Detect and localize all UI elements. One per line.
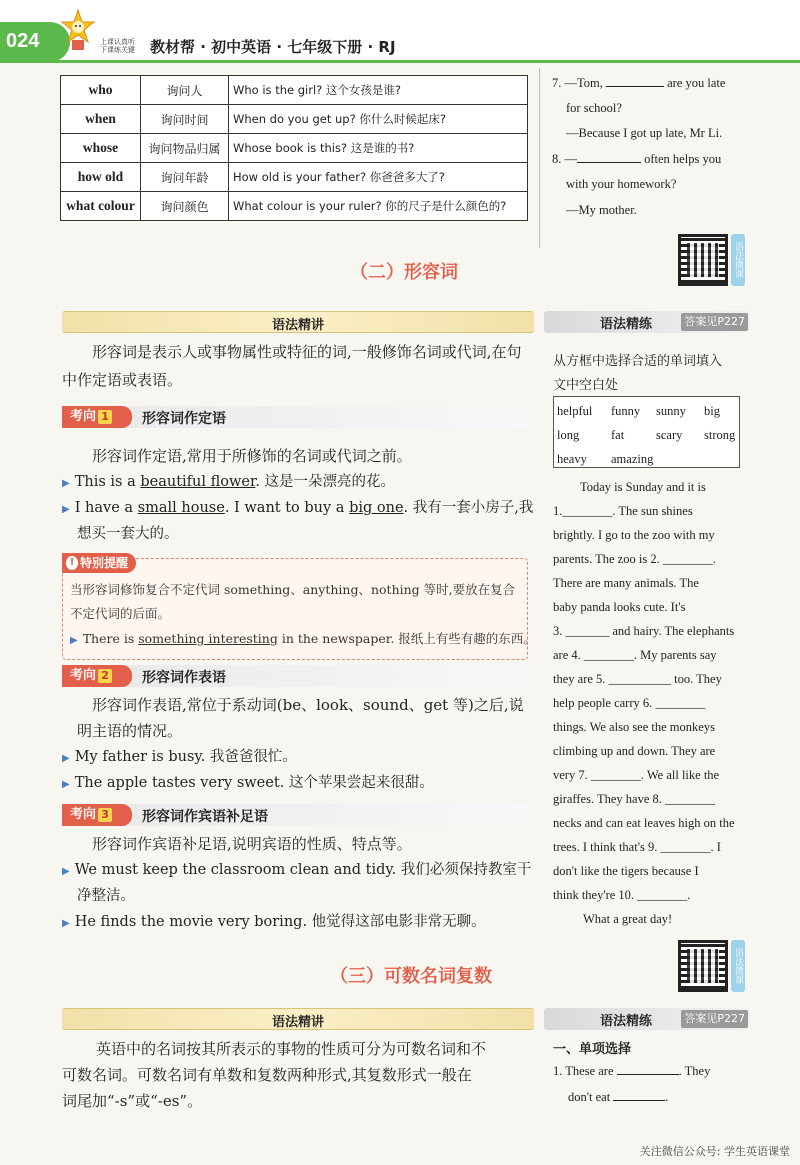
table-row: who 询问人 Who is the girl? 这个女孩是谁? — [61, 76, 528, 105]
book-title: 教材帮 · 初中英语 · 七年级下册 · RJ — [150, 38, 396, 56]
exercise-instruction-2: 文中空白处 — [553, 378, 619, 393]
tip-line-1: 当形容词修饰复合不定代词 something、anything、nothing 等时,要放在复合 — [70, 582, 516, 597]
grammar-explain-bar: 语法精讲 — [62, 1008, 534, 1030]
q7-line1: 7. —Tom, are you late — [552, 76, 726, 90]
q8-line2: with your homework? — [566, 177, 677, 191]
word-option: amazing — [611, 452, 654, 466]
tip-example: ▶ There is something interesting in the newspaper. 报纸上有些有趣的东西。 — [70, 631, 536, 646]
cloze-line: brightly. I go to the zoo with my — [553, 528, 715, 542]
kx2-desc-1: 形容词作表语,常位于系动词(be、look、sound、get 等)之后,说 — [92, 696, 524, 714]
q1-line2: don't eat . — [568, 1090, 669, 1104]
grammar-practice-bar: 语法精练 答案见P227 — [544, 311, 750, 333]
cloze-line: don't like the tigers because I — [553, 864, 699, 878]
qr-code-icon[interactable] — [678, 234, 728, 286]
page-number: 024 — [6, 30, 40, 52]
cloze-line: necks and can eat leaves high on the — [553, 816, 735, 830]
cloze-line: help people carry 6. ________ — [553, 696, 706, 710]
cloze-line: climbing up and down. They are — [553, 744, 716, 758]
cloze-line: 1.________. The sun shines — [553, 504, 693, 518]
cloze-line: giraffes. They have 8. ________ — [553, 792, 715, 806]
q8-answer: —My mother. — [566, 203, 637, 217]
cloze-line: 3. _______ and hairy. The elephants — [553, 624, 735, 638]
kx3-example-1: ▶ We must keep the classroom clean and tidy. 我们必须保持教室干 — [62, 862, 532, 878]
kaoxiang-2-header: 考向 2 形容词作表语 — [62, 665, 530, 687]
word-option: sunny — [656, 404, 686, 418]
word-option: long — [557, 428, 580, 442]
answer-ref: 答案见P227 — [681, 1010, 748, 1028]
cloze-line: What a great day! — [583, 912, 673, 926]
kx2-example-1: ▶ My father is busy. 我爸爸很忙。 — [62, 749, 297, 765]
qr-tag: 语法微课 — [731, 940, 745, 992]
mascot-icon — [60, 8, 96, 52]
footer-note: 关注微信公众号: 学生英语课堂 — [639, 1145, 790, 1158]
cloze-line: Today is Sunday and it is — [580, 480, 706, 494]
table-row: what colour 询问颜色 What colour is your ruler? 你的尺子是什么颜色的? — [61, 192, 528, 221]
tip-line-2: 不定代词的后面。 — [70, 606, 171, 621]
word-option: heavy — [557, 452, 587, 466]
table-row: whose 询问物品归属 Whose book is this? 这是谁的书? — [61, 134, 528, 163]
kaoxiang-3-header: 考向 3 形容词作宾语补足语 — [62, 804, 530, 826]
kx1-example-1: ▶ This is a beautiful flower. 这是一朵漂亮的花。 — [62, 474, 396, 490]
table-row: when 询问时间 When do you get up? 你什么时候起床? — [61, 105, 528, 134]
kx3-example-1-cont: 净整洁。 — [77, 888, 135, 904]
column-divider — [539, 68, 540, 248]
word-option: fat — [611, 428, 625, 442]
header-rule — [0, 60, 800, 63]
cloze-line: very 7. ________. We all like the — [553, 768, 720, 782]
kaoxiang-1-header: 考向 1 形容词作定语 — [62, 406, 530, 428]
cloze-line: they are 5. __________ too. They — [553, 672, 722, 686]
word-option: funny — [611, 404, 641, 418]
special-tip-label: 特别提醒 — [62, 553, 136, 573]
kx1-desc: 形容词作定语,常用于所修饰的名词或代词之前。 — [92, 447, 412, 465]
word-option: strong — [704, 428, 736, 442]
cloze-line: think they're 10. ________. — [553, 888, 691, 902]
kx3-example-2: ▶ He finds the movie very boring. 他觉得这部电影非常无聊。 — [62, 914, 486, 930]
exercise-instruction-1: 从方框中选择合适的单词填入 — [553, 354, 723, 369]
lightbulb-icon: ! — [66, 556, 78, 570]
qr-code-icon[interactable] — [678, 940, 728, 992]
table-row: how old 询问年龄 How old is your father? 你爸爸多大了? — [61, 163, 528, 192]
cloze-line: are 4. ________. My parents say — [553, 648, 717, 662]
kx2-example-2: ▶ The apple tastes very sweet. 这个苹果尝起来很甜。 — [62, 775, 434, 791]
q1-line1: 1. These are . They — [553, 1064, 711, 1078]
cloze-line: baby panda looks cute. It's — [553, 600, 686, 614]
section-title: （二）形容词 — [350, 262, 458, 283]
wh-question-table — [60, 75, 528, 221]
section3-intro-3: 词尾加“-s”或“-es”。 — [62, 1092, 203, 1110]
kx3-desc: 形容词作宾语补足语,说明宾语的性质、特点等。 — [92, 835, 412, 853]
cloze-line: parents. The zoo is 2. ________. — [553, 552, 716, 566]
kx1-example-2-cont: 想买一套大的。 — [77, 526, 179, 542]
grammar-explain-bar: 语法精讲 — [62, 311, 534, 333]
kx2-desc-2: 明主语的情况。 — [77, 722, 183, 740]
kx1-example-2: ▶ I have a small house. I want to buy a big one. 我有一套小房子,我 — [62, 500, 534, 516]
section3-intro-1: 英语中的名词按其所表示的事物的性质可分为可数名词和不 — [96, 1040, 487, 1058]
q8-line1: 8. — often helps you — [552, 152, 722, 166]
q7-line2: for school? — [566, 101, 622, 115]
intro-paragraph: 形容词是表示人或事物属性或特征的词,一般修饰名词或代词,在句中作定语或表语。 — [62, 343, 522, 389]
cloze-line: There are many animals. The — [553, 576, 699, 590]
grammar-practice-bar: 语法精练 答案见P227 — [544, 1008, 750, 1030]
q7-answer: —Because I got up late, Mr Li. — [566, 126, 723, 140]
word-option: scary — [656, 428, 683, 442]
section-title: （三）可数名词复数 — [330, 966, 492, 987]
answer-ref: 答案见P227 — [681, 313, 748, 331]
cloze-line: things. We also see the monkeys — [553, 720, 715, 734]
word-option: helpful — [557, 404, 593, 418]
section3-intro-2: 可数名词。可数名词有单数和复数两种形式,其复数形式一般在 — [62, 1066, 472, 1084]
exercise-heading: 一、单项选择 — [553, 1042, 632, 1057]
header-motto: 上课认真听 下课练关键 — [100, 38, 135, 54]
cloze-line: trees. I think that's 9. ________. I — [553, 840, 721, 854]
word-option: big — [704, 404, 720, 418]
qr-tag: 语法微课 — [731, 234, 745, 286]
